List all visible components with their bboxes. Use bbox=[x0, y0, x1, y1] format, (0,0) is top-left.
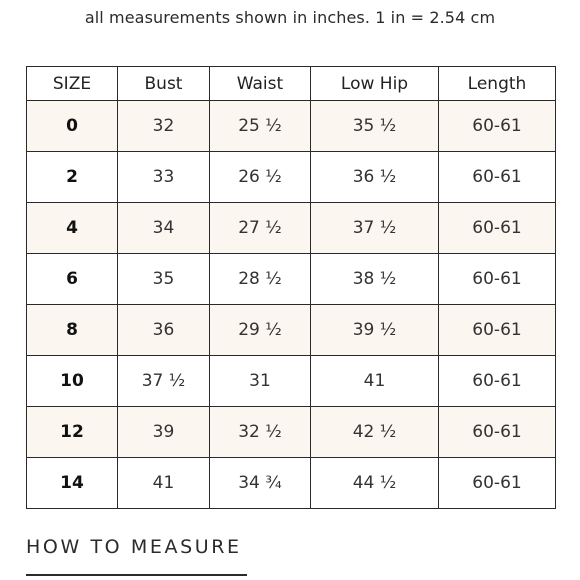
cell-low-hip: 44 ½ bbox=[311, 458, 439, 509]
cell-length: 60-61 bbox=[439, 152, 556, 203]
table-row bbox=[27, 458, 556, 509]
cell-waist: 27 ½ bbox=[210, 203, 311, 254]
header-bust: Bust bbox=[118, 67, 210, 101]
cell-length: 60-61 bbox=[439, 356, 556, 407]
cell-bust: 37 ½ bbox=[118, 356, 210, 407]
cell-bust: 36 bbox=[118, 305, 210, 356]
cell-bust: 33 bbox=[118, 152, 210, 203]
cell-low-hip: 42 ½ bbox=[311, 407, 439, 458]
cell-bust: 41 bbox=[118, 458, 210, 509]
table-row bbox=[27, 254, 556, 305]
cell-size: 8 bbox=[27, 305, 118, 356]
cell-bust: 39 bbox=[118, 407, 210, 458]
measurement-note: all measurements shown in inches. 1 in = 2.54 cm bbox=[84, 8, 496, 27]
cell-size: 12 bbox=[27, 407, 118, 458]
header-size: SIZE bbox=[27, 67, 118, 101]
cell-waist: 25 ½ bbox=[210, 101, 311, 152]
cell-waist: 31 bbox=[210, 356, 311, 407]
table-row bbox=[27, 305, 556, 356]
cell-size: 6 bbox=[27, 254, 118, 305]
cell-low-hip: 37 ½ bbox=[311, 203, 439, 254]
cell-waist: 32 ½ bbox=[210, 407, 311, 458]
cell-low-hip: 39 ½ bbox=[311, 305, 439, 356]
table-row bbox=[27, 101, 556, 152]
cell-waist: 34 ¾ bbox=[210, 458, 311, 509]
heading-underline bbox=[26, 574, 247, 576]
cell-waist: 28 ½ bbox=[210, 254, 311, 305]
table-row bbox=[27, 203, 556, 254]
table-row bbox=[27, 356, 556, 407]
table-row bbox=[27, 152, 556, 203]
cell-size: 0 bbox=[27, 101, 118, 152]
cell-waist: 26 ½ bbox=[210, 152, 311, 203]
table-row bbox=[27, 407, 556, 458]
cell-size: 4 bbox=[27, 203, 118, 254]
size-chart-table bbox=[26, 66, 556, 509]
cell-low-hip: 36 ½ bbox=[311, 152, 439, 203]
how-to-measure-heading[interactable]: HOW TO MEASURE bbox=[26, 536, 242, 558]
cell-length: 60-61 bbox=[439, 203, 556, 254]
cell-length: 60-61 bbox=[439, 101, 556, 152]
cell-low-hip: 41 bbox=[311, 356, 439, 407]
cell-length: 60-61 bbox=[439, 407, 556, 458]
cell-length: 60-61 bbox=[439, 458, 556, 509]
cell-size: 14 bbox=[27, 458, 118, 509]
header-length: Length bbox=[439, 67, 556, 101]
cell-length: 60-61 bbox=[439, 305, 556, 356]
cell-size: 2 bbox=[27, 152, 118, 203]
cell-bust: 35 bbox=[118, 254, 210, 305]
cell-bust: 32 bbox=[118, 101, 210, 152]
cell-waist: 29 ½ bbox=[210, 305, 311, 356]
cell-length: 60-61 bbox=[439, 254, 556, 305]
table-header-row bbox=[27, 67, 556, 101]
cell-low-hip: 35 ½ bbox=[311, 101, 439, 152]
header-waist: Waist bbox=[210, 67, 311, 101]
cell-low-hip: 38 ½ bbox=[311, 254, 439, 305]
cell-bust: 34 bbox=[118, 203, 210, 254]
cell-size: 10 bbox=[27, 356, 118, 407]
header-low-hip: Low Hip bbox=[311, 67, 439, 101]
